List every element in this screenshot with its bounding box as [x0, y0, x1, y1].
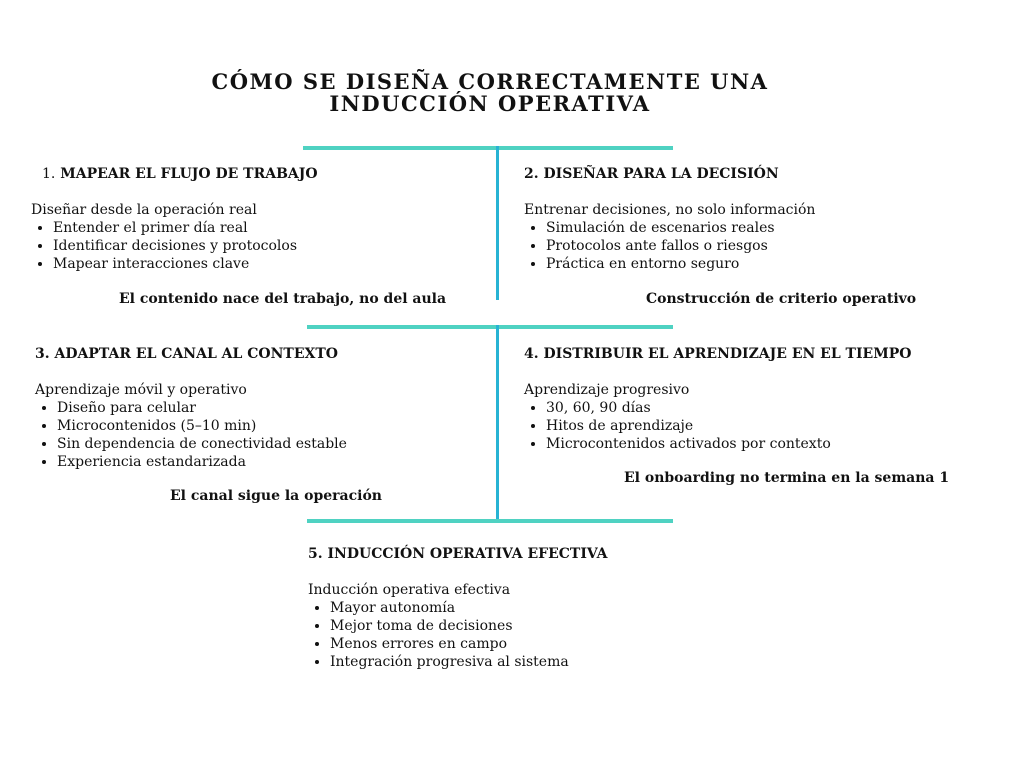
section-title: INDUCCIÓN OPERATIVA EFECTIVA [327, 546, 608, 562]
list-item: • Microcontenidos activados por contexto [546, 435, 911, 453]
section-lead: Diseñar desde la operación real [31, 202, 257, 218]
section-number: 1. [42, 166, 56, 182]
section-number: 5. [308, 546, 323, 562]
section-heading [524, 345, 911, 363]
section-number: 3. [35, 346, 50, 362]
section-title: ADAPTAR EL CANAL AL CONTEXTO [54, 346, 338, 362]
bullet-list [35, 399, 347, 471]
section-3-footer: El canal sigue la operación [170, 488, 382, 504]
section-number: 4. [524, 346, 539, 362]
bullet-list [524, 219, 815, 273]
list-item: • 30, 60, 90 días [546, 399, 911, 417]
lower-vertical-line [496, 325, 499, 521]
list-item: • Diseño para celular [57, 399, 347, 417]
list-item: • Sin dependencia de conectividad estable [57, 435, 347, 453]
list-item: • Experiencia estandarizada [57, 453, 347, 471]
list-item: • Práctica en entorno seguro [546, 255, 815, 273]
section-number: 2. [524, 166, 539, 182]
section-title: MAPEAR EL FLUJO DE TRABAJO [60, 166, 318, 182]
section-heading [308, 545, 608, 563]
list-item: • Mayor autonomía [330, 599, 608, 617]
page-title-line-2: INDUCCIÓN OPERATIVA [329, 91, 651, 116]
section-3 [35, 345, 347, 471]
list-item: • Entender el primer día real [53, 219, 318, 237]
list-item: • Identificar decisiones y protocolos [53, 237, 318, 255]
section-2-footer: Construcción de criterio operativo [646, 291, 917, 307]
section-heading [524, 165, 815, 183]
list-item: • Protocolos ante fallos o riesgos [546, 237, 815, 255]
bullet-list [31, 219, 318, 273]
section-heading [35, 345, 347, 363]
bullet-list [524, 399, 911, 453]
list-item: • Hitos de aprendizaje [546, 417, 911, 435]
section-4 [524, 345, 911, 453]
section-title: DISTRIBUIR EL APRENDIZAJE EN EL TIEMPO [543, 346, 912, 362]
upper-vertical-line [496, 146, 499, 300]
section-lead: Entrenar decisiones, no solo información [524, 202, 816, 218]
section-lead: Inducción operativa efectiva [308, 582, 511, 598]
section-1-footer: El contenido nace del trabajo, no del aula [119, 291, 447, 307]
section-5 [308, 545, 608, 671]
section-4-footer: El onboarding no termina en la semana 1 [624, 470, 950, 486]
section-heading [42, 165, 318, 183]
section-lead: Aprendizaje móvil y operativo [35, 382, 247, 398]
top-horizontal-line [303, 146, 673, 150]
list-item: • Mapear interacciones clave [53, 255, 318, 273]
bottom-horizontal-line [307, 519, 673, 523]
middle-horizontal-line [307, 325, 673, 329]
list-item: • Mejor toma de decisiones [330, 617, 608, 635]
section-title: DISEÑAR PARA LA DECISIÓN [543, 166, 779, 182]
page-title-line-1: CÓMO SE DISEÑA CORRECTAMENTE UNA [211, 69, 769, 94]
section-lead: Aprendizaje progresivo [524, 382, 690, 398]
section-1 [31, 165, 318, 273]
list-item: • Microcontenidos (5–10 min) [57, 417, 347, 435]
bullet-list [308, 599, 608, 671]
list-item: • Simulación de escenarios reales [546, 219, 815, 237]
list-item: • Integración progresiva al sistema [330, 653, 608, 671]
section-2 [524, 165, 815, 273]
list-item: • Menos errores en campo [330, 635, 608, 653]
